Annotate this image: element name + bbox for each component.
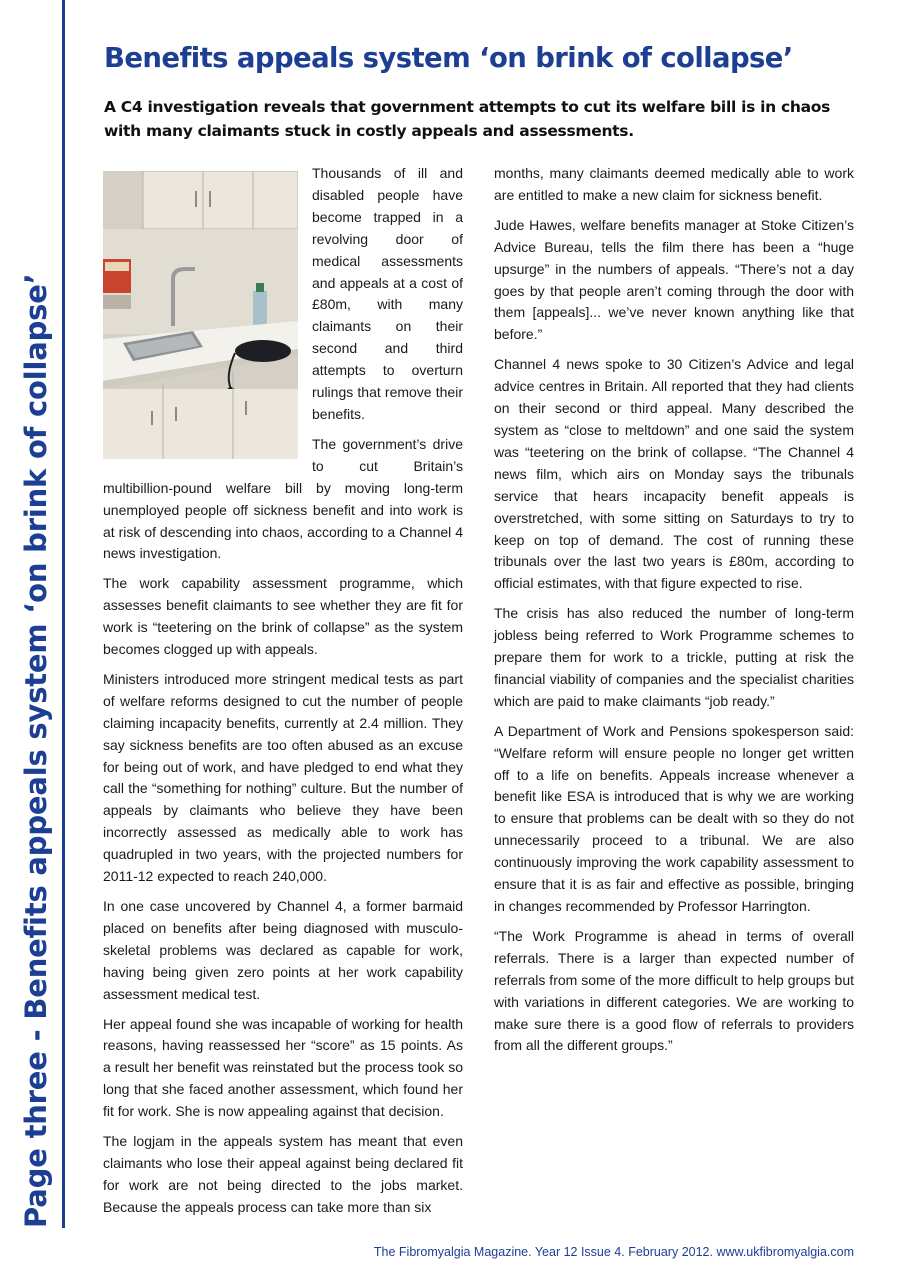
side-running-title: Page three - Benefits appeals system ‘on brink of collapse’: [19, 273, 53, 1228]
left-paragraph-6: Her appeal found she was incapable of working for health reasons, having reassessed her “score” as 15 points. As a result her benefit was reinstated but the process took so long that she faced another assessment, which found her fit for work. She is now appealing against that decision.: [103, 1015, 463, 1120]
article-headline: Benefits appeals system ‘on brink of collapse’: [104, 42, 793, 74]
medical-examination-room-photo: [103, 171, 298, 459]
left-paragraph-7: The logjam in the appeals system has meant that even claimants who lose their appeal against being declared fit for work are not being directed to the jobs market. Because the appeals process can take more than six: [103, 1133, 463, 1215]
article-standfirst: A C4 investigation reveals that government attempts to cut its welfare bill is in chaos with many claimants stuck in costly appeals and assessments.: [104, 98, 830, 140]
left-paragraph-2: The government’s drive to cut Britain’s multibillion-pound welfare bill by moving long-term unemployed people off sickness benefit and into work is at risk of descending into chaos, according to a Channel 4 news investigation.: [103, 435, 463, 562]
right-paragraph-3: Channel 4 news spoke to 30 Citizen’s Advice and legal advice centres in Britain. All reported that they had clients on their second or third appeal. Many described the system as “close to meltdown” and one said the system was “teetering on the brink of collapse. “The Channel 4 news film, which airs on Monday says the tribunals service that hears incapacity benefit appeals is overstretched, with some sitting on Saturdays to try to keep on top of demand. The cost of running these tribunals over the last two years is £80m, according to official estimates, with that figure expected to rise.: [494, 356, 854, 592]
left-paragraph-3: The work capability assessment programme, which assesses benefit claimants to see whether they are fit for work is “teetering on the brink of collapse” as the system becomes clogged up with appeals.: [103, 575, 463, 658]
left-paragraph-5: In one case uncovered by Channel 4, a former barmaid placed on benefits after being diagnosed with musculo-skeletal problems was declared as capable for work, having being given zero points at her work capability assessment medical test.: [103, 898, 463, 1002]
right-paragraph-6: “The Work Programme is ahead in terms of overall referrals. There is a larger than expected number of referrals from some of the more difficult to help groups but with variations in different categories. We are working to make sure there is a good flow of referrals to providers from all the different groups.”: [494, 927, 854, 1054]
side-rule: [62, 0, 65, 1228]
right-paragraph-1: months, many claimants deemed medically able to work are entitled to make a new claim for sickness benefit.: [494, 165, 854, 203]
page-footer: The Fibromyalgia Magazine. Year 12 Issue 4. February 2012. www.ukfibromyalgia.com: [373, 1245, 854, 1259]
article-column-left: [103, 163, 463, 1227]
left-paragraph-1: Thousands of ill and disabled people have become trapped in a revolving door of medical assessments and appeals at a cost of £80m, with many claimants on their second and third attempts to overturn rulings that remove their benefits.: [312, 165, 463, 422]
left-paragraph-4: Ministers introduced more stringent medical tests as part of welfare reforms designed to cut the number of people claiming incapacity benefits, currently at 2.4 million. They say sickness benefits are too often abused as an excuse for being out of work, and have pledged to end what they call the “something for nothing” culture. But the number of appeals by claimants who believe they have been incorrectly assessed as medically able to work has quadrupled in two years, with the projected numbers for 2011-12 expected to reach 240,000.: [103, 670, 463, 885]
article-column-right: [494, 163, 854, 1065]
right-paragraph-5: A Department of Work and Pensions spokesperson said: “Welfare reform will ensure people no longer get written off to a life on benefits. Appeals increase whenever a benefit like ESA is introduced that is why we are working to ensure that problems can be dealt with so they do not unnecessarily proceed to a tribunal. We are also continuously improving the work capability assessment to ensure that it is as fair and effective as possible, bringing in changes recommended by Professor Harrington.: [494, 722, 854, 914]
right-paragraph-4: The crisis has also reduced the number of long-term jobless being referred to Work Programme schemes to prepare them for work to a trickle, putting at risk the financial viability of companies and the specialist charities which are paid to make claimants “job ready.”: [494, 605, 854, 709]
right-paragraph-2: Jude Hawes, welfare benefits manager at Stoke Citizen’s Advice Bureau, tells the film there has been a “huge upsurge” in the numbers of appeals. “There’s not a day goes by that people aren’t coming through the door with them [appeals]... we’ve never known anything like that before.”: [494, 216, 854, 343]
